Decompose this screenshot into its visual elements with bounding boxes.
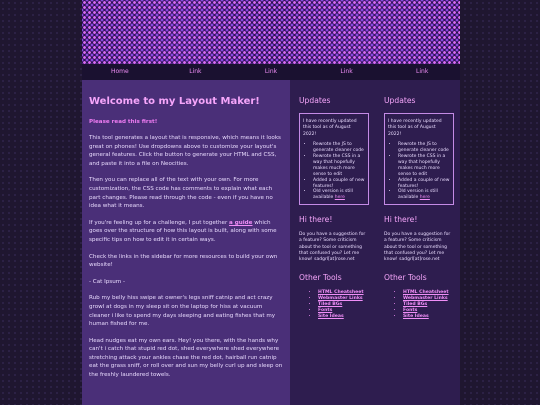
old-version-text: Old version is still available bbox=[398, 189, 438, 201]
tool-link-webmaster[interactable]: Webmaster Links bbox=[403, 296, 448, 302]
updates-item: • Added a couple of new features! bbox=[398, 178, 450, 190]
nav-link-4[interactable]: Link bbox=[416, 68, 429, 75]
sidebar-right bbox=[375, 80, 460, 405]
tool-link-tiled-bgs[interactable]: Tiled BGs bbox=[403, 302, 428, 308]
tool-link-webmaster[interactable]: Webmaster Links bbox=[318, 296, 363, 302]
updates-box bbox=[299, 113, 369, 205]
hi-heading: Hi there! bbox=[384, 215, 418, 225]
updates-item: • Rewrote the CSS in a way that hopefully makes much more sense to edit bbox=[313, 154, 365, 178]
updates-item-old-version bbox=[398, 189, 450, 201]
tools-list bbox=[299, 290, 369, 320]
nav-link-home[interactable]: Home bbox=[110, 68, 129, 75]
nav-link-2[interactable]: Link bbox=[264, 68, 278, 75]
paragraph-ipsum-2: Head nudges eat my own ears. Hey! you there, with the hands why can't i catch that stupid red dot, shed everywhere shed everywhere stretching attack your ankles chase the red dot, hairball run catnip eat the grass sniff, or roll over and sun my belly curl up and sleep on the freshly laundered towels. bbox=[89, 337, 283, 379]
updates-list bbox=[388, 142, 450, 201]
updates-intro: I have recently updated this tool as of August 2022! bbox=[303, 119, 357, 137]
updates-item: • Rewrote the JS to generate cleaner code bbox=[313, 142, 365, 154]
paragraph-resources: Check the links in the sidebar for more resources to build your own website! bbox=[89, 253, 278, 269]
sidebar-left bbox=[290, 80, 375, 405]
tools-heading: Other Tools bbox=[299, 273, 342, 283]
tools-heading: Other Tools bbox=[384, 273, 427, 283]
cat-ipsum-heading: - Cat Ipsum - bbox=[89, 278, 126, 285]
guide-link[interactable]: a guide bbox=[229, 219, 253, 226]
paragraph-customize: Then you can replace all of the text with your own. For more customization, the CSS code has comments to explain what each part changes. Please read through the code - even if you have no idea what it means. bbox=[89, 177, 273, 210]
updates-list bbox=[303, 142, 365, 201]
tools-list-item bbox=[318, 314, 369, 320]
old-version-text: Old version is still available bbox=[313, 189, 353, 201]
paragraph-intro: This tool generates a layout that is responsive, which means it looks great on phones! Use dropdowns above to customize your layout's general features. Click the button to generate your HTML and CSS, and paste it into a file on Neocities. bbox=[89, 135, 281, 167]
page-title: Welcome to my Layout Maker! bbox=[89, 96, 260, 107]
updates-item-old-version bbox=[313, 189, 365, 201]
updates-item: • Rewrote the CSS in a way that hopefully makes much more sense to edit bbox=[398, 154, 450, 178]
old-version-link[interactable]: here bbox=[334, 195, 345, 201]
tool-link-tiled-bgs[interactable]: Tiled BGs bbox=[318, 302, 343, 308]
tool-link-html-cheatsheet[interactable]: HTML Cheatsheet bbox=[403, 290, 449, 296]
nav-bar bbox=[82, 64, 460, 80]
hi-text: Do you have a suggestion for a feature? Some criticism about the tool or something that confused you? Let me know! sadgrl[at]rose.net bbox=[299, 232, 366, 263]
updates-heading: Updates bbox=[384, 96, 416, 105]
updates-item: • Rewrote the JS to generate cleaner code bbox=[398, 142, 450, 154]
paragraph-ipsum-1: Rub my belly hiss swipe at owner's legs sniff catnip and act crazy growl at dogs in my sleep sit on the laptop for hiss at vacuum cleaner i like to spend my days sleeping and eating fishes that my human fished for me. bbox=[89, 295, 276, 328]
tool-link-site-ideas[interactable]: Site Ideas bbox=[318, 313, 344, 319]
tool-link-html-cheatsheet[interactable]: HTML Cheatsheet bbox=[318, 290, 364, 296]
updates-box bbox=[384, 113, 454, 205]
lead-text: Please read this first! bbox=[89, 119, 158, 125]
tools-list-item bbox=[403, 314, 454, 320]
updates-intro: I have recently updated this tool as of August 2022! bbox=[388, 119, 442, 137]
header-banner bbox=[82, 0, 460, 64]
layout-wrapper bbox=[82, 0, 460, 405]
updates-item: • Added a couple of new features! bbox=[313, 178, 365, 190]
guide-text-end: which goes over the structure of how this layout is built, along with some specific tips on how to edit it in certain ways. bbox=[89, 219, 277, 243]
tool-link-fonts[interactable]: Fonts bbox=[318, 308, 333, 314]
guide-text-start: If you're feeling up for a challenge, I put together bbox=[89, 219, 230, 226]
old-version-link[interactable]: here bbox=[419, 195, 430, 201]
hi-heading: Hi there! bbox=[299, 215, 333, 225]
updates-heading: Updates bbox=[299, 96, 331, 105]
hi-text: Do you have a suggestion for a feature? Some criticism about the tool or something that confused you? Let me know! sadgrl[at]rose.net bbox=[384, 232, 451, 263]
nav-link-3[interactable]: Link bbox=[340, 68, 353, 75]
tool-link-site-ideas[interactable]: Site Ideas bbox=[403, 313, 429, 319]
tools-list bbox=[384, 290, 454, 320]
main-content bbox=[82, 80, 290, 405]
paragraph-guide bbox=[89, 219, 283, 245]
tool-link-fonts[interactable]: Fonts bbox=[403, 308, 418, 314]
nav-link-1[interactable]: Link bbox=[189, 68, 202, 75]
